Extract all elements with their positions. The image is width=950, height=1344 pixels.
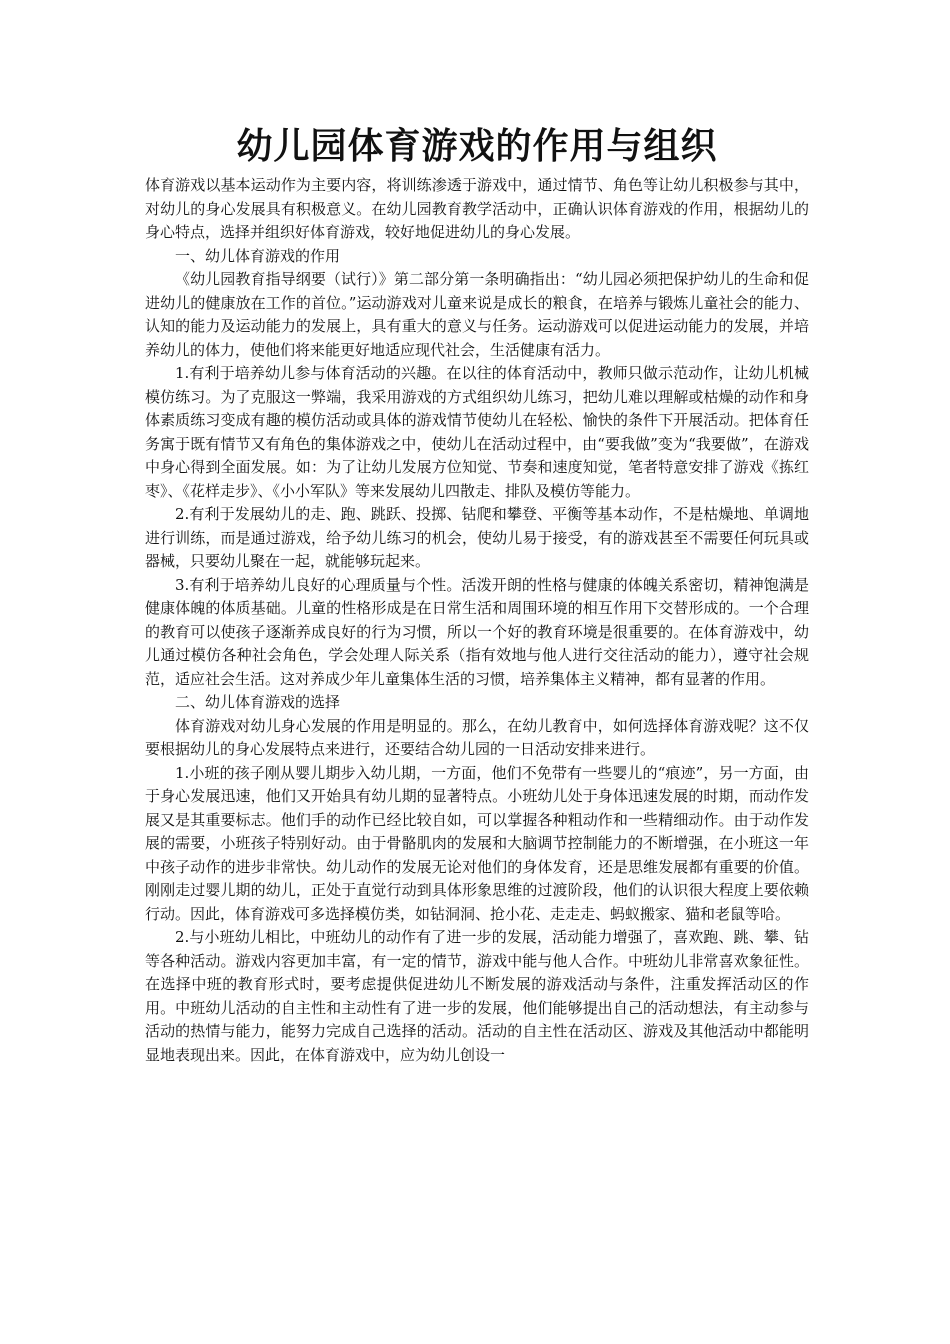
paragraph: 2.与小班幼儿相比，中班幼儿的动作有了进一步的发展，活动能力增强了，喜欢跑、跳、攀、钻等各种活动。游戏内容更加丰富，有一定的情节，游戏中能与他人合作。中班幼儿非常喜欢象征性。在选择中班的教育形式时，要考虑提供促进幼儿不断发展的游戏活动与条件，注重发挥活动区的作用。中班幼儿活动的自主性和主动性有了进一步的发展，他们能够提出自己的活动想法，有主动参与活动的热情与能力，能努力完成自己选择的活动。活动的自主性在活动区、游戏及其他活动中都能明显地表现出来。因此，在体育游戏中，应为幼儿创设一 — [145, 928, 809, 1064]
paragraph: 3.有利于培养幼儿良好的心理质量与个性。活泼开朗的性格与健康的体魄关系密切，精神饱满是健康体魄的体质基础。儿童的性格形成是在日常生活和周围环境的相互作用下交替形成的。一个合理的教育可以使孩子逐渐养成良好的行为习惯，所以一个好的教育环境是很重要的。在体育游戏中，幼儿通过模仿各种社会角色，学会处理人际关系（指有效地与他人进行交往活动的能力），遵守社会规范，适应社会生活。这对养成少年儿童集体生活的习惯，培养集体主义精神，都有显著的作用。 — [145, 575, 809, 688]
document-page — [145, 118, 809, 1067]
document-body — [145, 174, 809, 1067]
paragraph-intro: 体育游戏以基本运动作为主要内容，将训练渗透于游戏中，通过情节、角色等让幼儿积极参与其中，对幼儿的身心发展具有积极意义。在幼儿园教育教学活动中，正确认识体育游戏的作用，根据幼儿的身心特点，选择并组织好体育游戏，较好地促进幼儿的身心发展。 — [145, 176, 809, 241]
paragraph: 《幼儿园教育指导纲要（试行）》第二部分第一条明确指出：“幼儿园必须把保护幼儿的生命和促进幼儿的健康放在工作的首位。”运动游戏对儿童来说是成长的粮食，在培养与锻炼儿童社会的能力、认知的能力及运动能力的发展上，具有重大的意义与任务。运动游戏可以促进运动能力的发展，并培养幼儿的体力，使他们将来能更好地适应现代社会，生活健康有活力。 — [145, 270, 809, 359]
paragraph: 1.有利于培养幼儿参与体育活动的兴趣。在以往的体育活动中，教师只做示范动作，让幼儿机械模仿练习。为了克服这一弊端，我采用游戏的方式组织幼儿练习，把幼儿难以理解或枯燥的动作和身体素质练习变成有趣的模仿活动或具体的游戏情节使幼儿在轻松、愉快的条件下开展活动。把体育任务寓于既有情节又有角色的集体游戏之中，使幼儿在活动过程中，由“要我做”变为“我要做”，在游戏中身心得到全面发展。如：为了让幼儿发展方位知觉、节奏和速度知觉，笔者特意安排了游戏《拣红枣》、《花样走步》、《小小军队》等来发展幼儿四散走、排队及模仿等能力。 — [145, 364, 809, 500]
paragraph: 2.有利于发展幼儿的走、跑、跳跃、投掷、钻爬和攀登、平衡等基本动作，不是枯燥地、单调地进行训练，而是通过游戏，给予幼儿练习的机会，使幼儿易于接受，有的游戏甚至不需要任何玩具或器械，只要幼儿聚在一起，就能够玩起来。 — [145, 505, 809, 570]
document-title: 幼儿园体育游戏的作用与组织 — [236, 125, 718, 167]
paragraph: 1.小班的孩子刚从婴儿期步入幼儿期，一方面，他们不免带有一些婴儿的“痕迹”，另一方面，由于身心发展迅速，他们又开始具有幼儿期的显著特点。小班幼儿处于身体迅速发展的时期，而动作发展又是其重要标志。他们手的动作已经比较自如，可以掌握各种粗动作和一些精细动作。由于动作发展的需要，小班孩子特别好动。由于骨骼肌肉的发展和大脑调节控制能力的不断增强，在小班这一年中孩子动作的进步非常快。幼儿动作的发展无论对他们的身体发育，还是思维发展都有重要的价值。刚刚走过婴儿期的幼儿，正处于直觉行动到具体形象思维的过渡阶段，他们的认识很大程度上要依赖行动。因此，体育游戏可多选择模仿类，如钻洞洞、抢小花、走走走、蚂蚁搬家、猫和老鼠等哈。 — [145, 763, 809, 923]
section-heading-1: 一、幼儿体育游戏的作用 — [175, 246, 341, 265]
section-heading-2: 二、幼儿体育游戏的选择 — [175, 693, 341, 711]
paragraph: 体育游戏对幼儿身心发展的作用是明显的。那么，在幼儿教育中，如何选择体育游戏呢？这不仅要根据幼儿的身心发展特点来进行，还要结合幼儿园的一日活动安排来进行。 — [145, 716, 809, 758]
